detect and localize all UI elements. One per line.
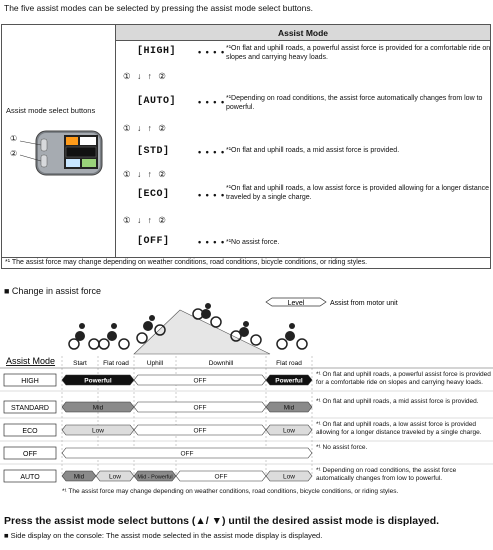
rider-icon	[99, 323, 129, 349]
leader-dots: • • • •	[198, 47, 226, 57]
mode-desc-off: *¹No assist force.	[226, 239, 280, 246]
segment-label: Uphill	[146, 360, 164, 367]
assist-mode-table	[1, 24, 491, 269]
segment-label: Start	[73, 360, 87, 367]
mode-note-text: *¹ On flat and uphill roads, a powerful assist force is provided for a comfortable ride on slopes and carrying heavy loads.	[316, 371, 491, 386]
console-illustration	[8, 117, 112, 189]
mode-note	[316, 444, 492, 468]
segment-label: Flat road	[276, 360, 302, 367]
rider-icon	[277, 323, 307, 349]
segment-label: Flat road	[103, 360, 129, 367]
mode-note	[316, 398, 492, 422]
intro-text: The five assist modes can be selected by pressing the assist mode select buttons.	[4, 3, 313, 13]
bar-label: Mid	[283, 404, 295, 412]
mode-note-text: *¹ On flat and uphill roads, a low assist force is provided allowing for a longer distance traveled by a single charge.	[316, 421, 482, 436]
bar-label: OFF	[193, 377, 207, 385]
mode-label-std: [STD]	[137, 146, 170, 157]
leader-dots: • • • •	[198, 97, 226, 107]
bar-label: OFF	[180, 450, 194, 458]
bar-label: Low	[92, 427, 104, 435]
mode-note	[316, 421, 492, 445]
screen-segment	[66, 137, 78, 145]
section-footnote: *¹ The assist force may change depending on weather conditions, road conditions, bicycle conditions, or riding styles.	[62, 488, 399, 495]
mode-switch-arrows: ① ↓ ↑ ②	[123, 169, 168, 179]
bar-label: Low	[109, 473, 121, 481]
mode-name: ECO	[22, 428, 38, 435]
bar-label: OFF	[193, 427, 207, 435]
mode-switch-arrows: ① ↓ ↑ ②	[123, 123, 168, 133]
bar-label: Mid	[73, 473, 85, 481]
table-header: Assist Mode	[115, 25, 490, 41]
bar-label: Low	[283, 473, 295, 481]
press-instruction: Press the assist mode select buttons (▲/ ▼) until the desired assist mode is displayed.	[4, 515, 440, 527]
leader-dots: • • • •	[198, 190, 226, 200]
mode-note	[316, 467, 492, 486]
mode-name: OFF	[23, 451, 37, 458]
bar-label: Powerful	[84, 377, 112, 385]
table-footnote: *¹ The assist force may change depending on weather conditions, road conditions, bicycle conditions, or riding styles.	[5, 259, 368, 266]
rider-icon	[69, 323, 99, 349]
screen-segment	[82, 159, 96, 167]
bar-label: Mid	[92, 404, 104, 412]
mode-desc-auto: *¹Depending on road conditions, the assist force automatically changes from low to powerful.	[226, 95, 483, 111]
up-button[interactable]	[41, 139, 47, 151]
mode-switch-arrows: ① ↓ ↑ ②	[123, 71, 168, 81]
assist-mode-col-header: Assist Mode	[6, 356, 56, 366]
mode-label-high: [HIGH]	[137, 46, 177, 57]
mode-name: HIGH	[21, 378, 39, 385]
mode-desc-std: *¹On flat and uphill roads, a mid assist force is provided.	[226, 147, 400, 154]
assist-force-diagram	[0, 296, 493, 486]
mode-switch-arrows: ① ↓ ↑ ②	[123, 215, 168, 225]
mode-desc-eco: *¹On flat and uphill roads, a low assist force is provided allowing for a longer distance traveled by a single charge.	[226, 185, 490, 201]
legend-text: Assist from motor unit	[330, 300, 398, 307]
down-button[interactable]	[41, 155, 47, 167]
mode-desc-high: *¹On flat and uphill roads, a powerful assist force is provided for a comfortable ride on slopes and carrying heavy loads.	[226, 45, 491, 61]
section-title: ■ Change in assist force	[4, 286, 101, 296]
rider-icon	[231, 321, 261, 345]
bar-label: Low	[283, 427, 295, 435]
select-buttons-label: Assist mode select buttons	[6, 106, 96, 115]
side-display-note: ■ Side display on the console: The assist mode selected in the assist mode display is displayed.	[4, 531, 323, 540]
mode-note-text: *¹ No assist force.	[316, 444, 368, 451]
table-divider	[115, 25, 116, 257]
button2-marker: ②	[10, 149, 18, 158]
mode-note-text: *¹ On flat and uphill roads, a mid assist force is provided.	[316, 398, 479, 405]
leader-dots: • • • •	[198, 237, 226, 247]
leader-dots: • • • •	[198, 147, 226, 157]
mode-label-eco: [ECO]	[137, 189, 170, 200]
table-divider	[2, 257, 490, 258]
screen-segment	[66, 159, 80, 167]
mode-note	[316, 371, 492, 395]
bar-label: OFF	[214, 473, 228, 481]
screen-segment	[80, 137, 96, 145]
bar-label: OFF	[193, 404, 207, 412]
mode-label-auto: [AUTO]	[137, 96, 177, 107]
bar-label: Powerful	[275, 377, 303, 385]
mode-name: AUTO	[20, 474, 40, 481]
bar-label: Mid - Powerful	[137, 474, 173, 481]
mode-note-text: *¹ Depending on road conditions, the assist force automatically changes from low to powerful.	[316, 467, 457, 482]
mode-name: STANDARD	[11, 405, 49, 412]
screen-segment	[66, 147, 96, 157]
button1-marker: ①	[10, 134, 18, 143]
legend-level: Level	[287, 300, 305, 307]
segment-label: Downhill	[208, 360, 234, 367]
mode-label-off: [OFF]	[137, 236, 170, 247]
